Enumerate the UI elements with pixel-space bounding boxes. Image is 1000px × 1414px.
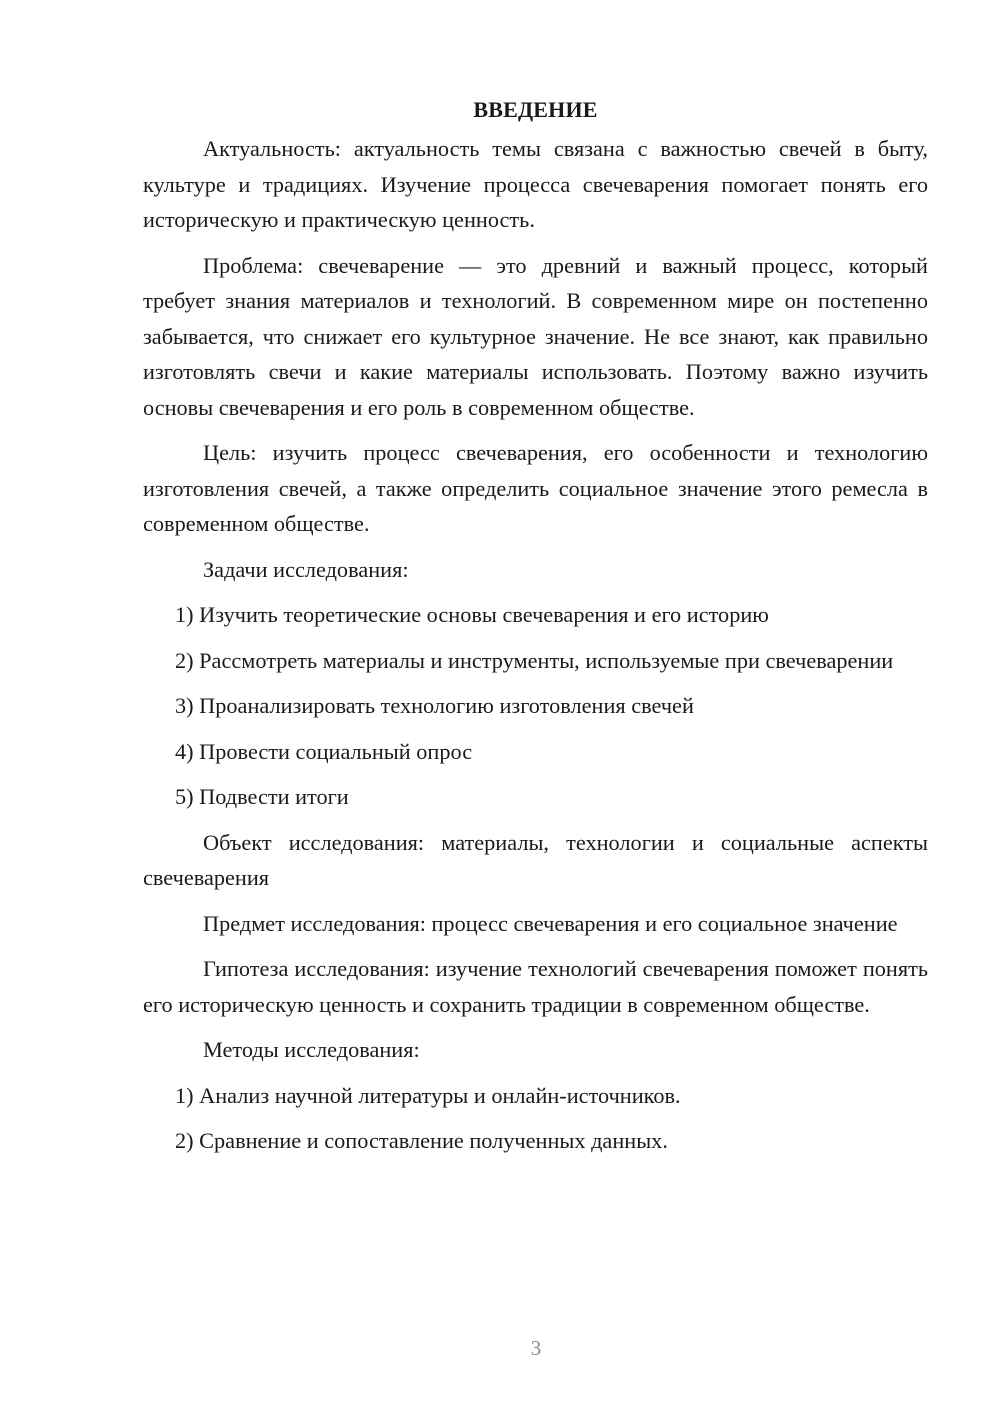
document-page (143, 92, 928, 1169)
relevance-paragraph: Актуальность: актуальность темы связана с важностью свечей в быту, культуре и традициях. Изучение процесса свечеварения помогает понять его историческую и практическую ценность. (143, 136, 928, 232)
page-number: 3 (530, 1336, 542, 1360)
object-paragraph: Объект исследования: материалы, технологии и социальные аспекты свечеварения (143, 829, 928, 890)
method-item: 2) Сравнение и сопоставление полученных данных. (175, 1128, 668, 1153)
task-item: 2) Рассмотреть материалы и инструменты, используемые при свечеварении (175, 647, 894, 673)
subject-paragraph: Предмет исследования: процесс свечеварения и его социальное значение (203, 910, 898, 936)
tasks-label: Задачи исследования: (203, 556, 409, 582)
goal-paragraph: Цель: изучить процесс свечеварения, его особенности и технологию изготовления свечей, а также определить социальное значение этого ремесла в современном обществе. (143, 440, 928, 536)
method-item: 1) Анализ научной литературы и онлайн-источников. (175, 1082, 681, 1108)
hypothesis-paragraph: Гипотеза исследования: изучение технологий свечеварения поможет понять его историческую ценность и сохранить традиции в современном обществе. (143, 956, 928, 1017)
task-item: 5) Подвести итоги (175, 784, 349, 809)
task-item: 4) Провести социальный опрос (175, 738, 473, 764)
methods-label: Методы исследования: (203, 1037, 420, 1062)
task-item: 3) Проанализировать технологию изготовления свечей (175, 693, 694, 718)
section-heading: ВВЕДЕНИЕ (473, 97, 598, 122)
task-item: 1) Изучить теоретические основы свечеварения и его историю (175, 602, 769, 627)
problem-paragraph: Проблема: свечеварение — это древний и важный процесс, который требует знания материалов и технологий. В современном мире он постепенно забывается, что снижает его культурное значение. Не все знают, как правильно изготовлять свечи и какие материалы использовать. Поэтому важно изучить основы свечеварения и его роль в современном обществе. (143, 252, 928, 420)
